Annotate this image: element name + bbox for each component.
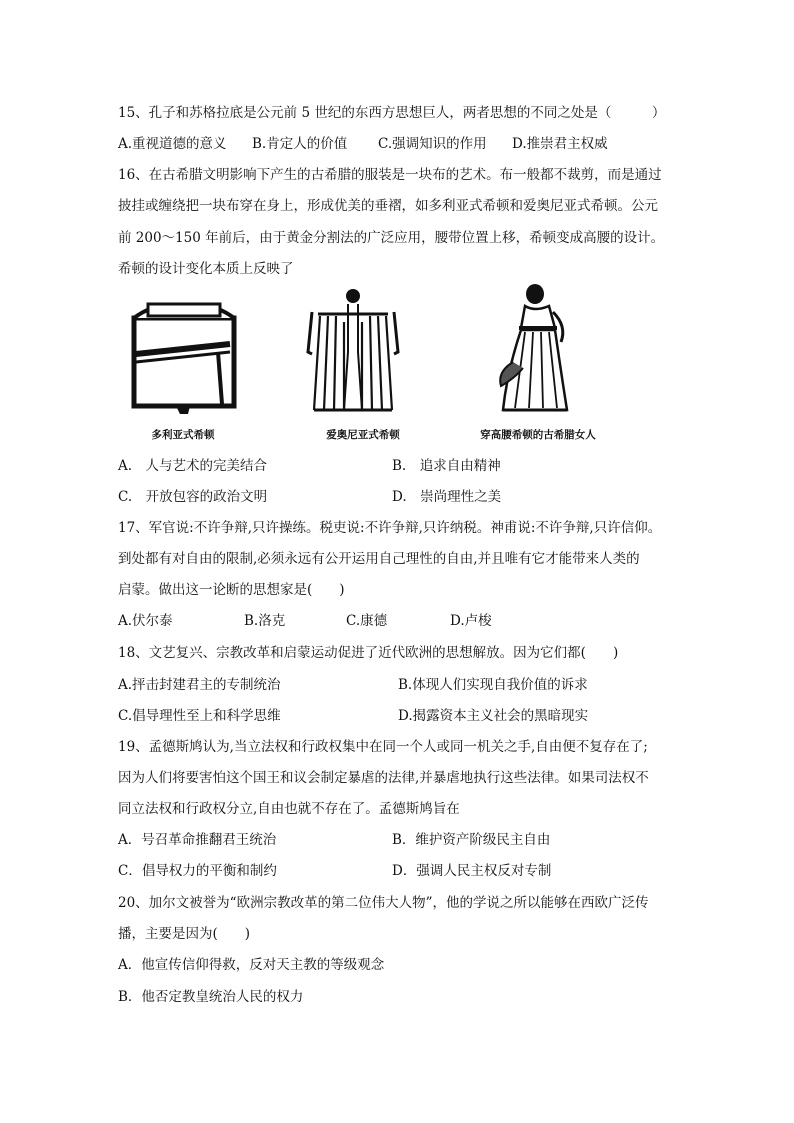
q15-stem: 15、孔子和苏格拉底是公元前 5 世纪的东西方思想巨人，两者思想的不同之处是（ ） [118,105,666,121]
q19-option-d: D．强调人民主权反对专制 [392,863,552,879]
q16-option-b: B. 追求自由精神 [392,458,501,474]
q16-stem-line4: 希顿的设计变化本质上反映了 [118,261,294,277]
q18-stem: 18、文艺复兴、宗教改革和启蒙运动促进了近代欧洲的思想解放。因为它们都( ) [118,645,619,661]
q19-option-a: A．号召革命推翻君王统治 [118,832,277,848]
q16-option-a: A. 人与艺术的完美结合 [118,458,268,474]
q17-stem-line1: 17、军官说:不许争辩,只许操练。税吏说:不许争辩,只许纳税。神甫说:不许争辩,只许信仰。 [118,520,662,536]
q20-stem-line2: 播，主要是因为( ) [118,926,251,942]
doric-chiton-caption: 多利亚式希顿 [151,429,215,441]
q18-option-b: B.体现人们实现自我价值的诉求 [398,677,588,693]
doric-chiton-figure [118,282,248,442]
q16-stem-line2: 披挂或缠绕把一块布穿在身上，形成优美的垂褶，如多利亚式希顿和爱奥尼亚式希顿。公元 [118,198,658,214]
q15-option-b: B.肯定人的价值 [252,136,348,152]
q20-stem-line1: 20、加尔文被誉为“欧洲宗教改革的第二位伟大人物”，他的学说之所以能够在西欧广泛传 [118,895,649,911]
q17-option-a: A.伏尔泰 [118,613,173,629]
q17-option-c: C.康德 [346,613,388,629]
q15-option-c: C.强调知识的作用 [378,136,487,152]
q16-stem-line1: 16、在古希腊文明影响下产生的古希腊的服装是一块布的艺术。布一般都不裁剪，而是通过 [118,167,662,183]
q17-option-b: B.洛克 [244,613,286,629]
q16-option-d: D. 崇尚理性之美 [392,489,502,505]
q19-option-c: C．倡导权力的平衡和制约 [118,863,277,879]
q19-stem-line1: 19、孟德斯鸠认为,当立法权和行政权集中在同一个人或同一机关之手,自由便不复存在了; [118,739,648,755]
q18-option-a: A.抨击封建君主的专制统治 [118,677,281,693]
q17-stem-line3: 启蒙。做出这一论断的思想家是( ) [118,582,345,598]
high-waist-chiton-image [463,282,613,417]
q16-figures [118,282,678,442]
q17-option-d: D.卢梭 [450,613,492,629]
q16-option-c: C. 开放包容的政治文明 [118,489,268,505]
q15-option-a: A.重视道德的意义 [118,136,227,152]
high-waist-chiton-figure [463,282,613,442]
ionic-chiton-image [298,282,428,417]
q16-stem-line3: 前 200～150 年前后，由于黄金分割法的广泛应用，腰带位置上移，希顿变成高腰的设计。 [118,230,665,246]
q20-option-b: B．他否定教皇统治人民的权力 [118,989,304,1005]
q18-option-c: C.倡导理性至上和科学思维 [118,708,281,724]
q18-option-d: D.揭露资本主义社会的黑暗现实 [398,708,589,724]
q19-option-b: B．维护资产阶级民主自由 [392,832,551,848]
ionic-chiton-caption: 爱奥尼亚式希顿 [326,429,400,441]
ionic-chiton-figure [298,282,428,442]
q20-option-a: A．他宣传信仰得救，反对天主教的等级观念 [118,957,385,973]
q15-option-d: D.推崇君主权威 [512,136,608,152]
high-waist-chiton-caption: 穿高腰希顿的古希腊女人 [480,429,596,441]
q19-stem-line2: 因为人们将要害怕这个国王和议会制定暴虐的法律,并暴虐地执行这些法律。如果司法权不 [118,770,649,786]
doric-chiton-image [118,282,248,417]
q17-stem-line2: 到处都有对自由的限制,必须永远有公开运用自己理性的自由,并且唯有它才能带来人类的 [118,551,640,567]
q19-stem-line3: 同立法权和行政权分立,自由也就不存在了。孟德斯鸠旨在 [118,801,460,817]
